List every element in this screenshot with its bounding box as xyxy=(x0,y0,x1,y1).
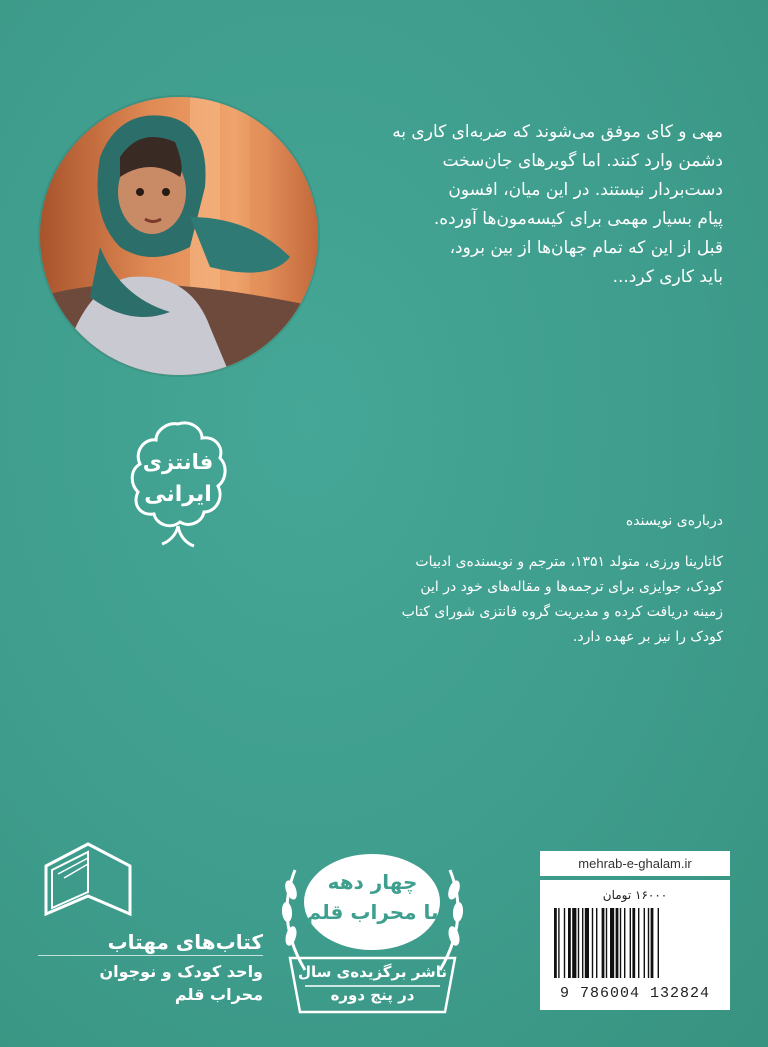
emblem-line-1: چهار دهه xyxy=(327,870,418,894)
about-line: کودک را نیز بر عهده دارد. xyxy=(572,629,723,645)
emblem-line-2: با محراب قلم xyxy=(306,900,439,924)
publisher-unit: واحد کودک و نوجوان xyxy=(99,962,263,981)
synopsis-text xyxy=(323,118,723,292)
badge-line-1: فانتزی xyxy=(142,450,214,474)
synopsis-line: پیام بسیار مهمی برای کیسه‌مون‌ها آورده. xyxy=(433,209,723,229)
barcode-icon xyxy=(552,908,718,978)
publisher-name: کتاب‌های مهتاب xyxy=(107,930,263,954)
synopsis-line: دشمن وارد کنند. اما گویرهای جان‌سخت xyxy=(442,151,723,171)
synopsis-line: باید کاری کرد... xyxy=(612,267,723,287)
about-line: زمینه دریافت کرده و مدیریت گروه فانتزی شورای کتاب xyxy=(401,604,723,620)
publisher-divider xyxy=(38,955,263,956)
publisher-parent: محراب قلم xyxy=(174,985,263,1004)
synopsis-line: دست‌بردار نیستند. در این میان، افسون xyxy=(448,180,723,200)
about-line: کودک، جوایزی برای ترجمه‌ها و مقاله‌های خود در این xyxy=(420,579,723,595)
about-author-text xyxy=(393,550,723,650)
publisher-website: mehrab-e-ghalam.ir xyxy=(540,851,730,876)
price-label: ۱۶۰۰۰ تومان xyxy=(602,888,668,902)
cover-illustration-portrait xyxy=(40,97,318,375)
four-decades-emblem xyxy=(265,840,480,1040)
synopsis-line: مهی و کای موفق می‌شوند که ضربه‌ای کاری به xyxy=(392,122,723,142)
emblem-line-4: در پنج دوره xyxy=(330,986,415,1004)
publisher-logo xyxy=(38,826,138,922)
synopsis-line: قبل از این که تمام جهان‌ها از بین برود، xyxy=(449,238,723,258)
about-author-heading: درباره‌ی نویسنده xyxy=(625,513,723,529)
badge-line-2: ایرانی xyxy=(144,482,212,507)
isbn-number: 9 786004 132824 xyxy=(559,985,711,1002)
girl-with-scarf-illustration xyxy=(40,97,318,375)
barcode-box xyxy=(540,880,730,1010)
emblem-line-3: ناشر برگزیده‌ی سال xyxy=(297,963,448,981)
about-line: کاتارینا ورزی، متولد ۱۳۵۱، مترجم و نویسنده‌ی ادبیات xyxy=(415,554,723,570)
open-book-moon-icon xyxy=(38,826,138,922)
iranian-fantasy-badge xyxy=(128,418,228,558)
